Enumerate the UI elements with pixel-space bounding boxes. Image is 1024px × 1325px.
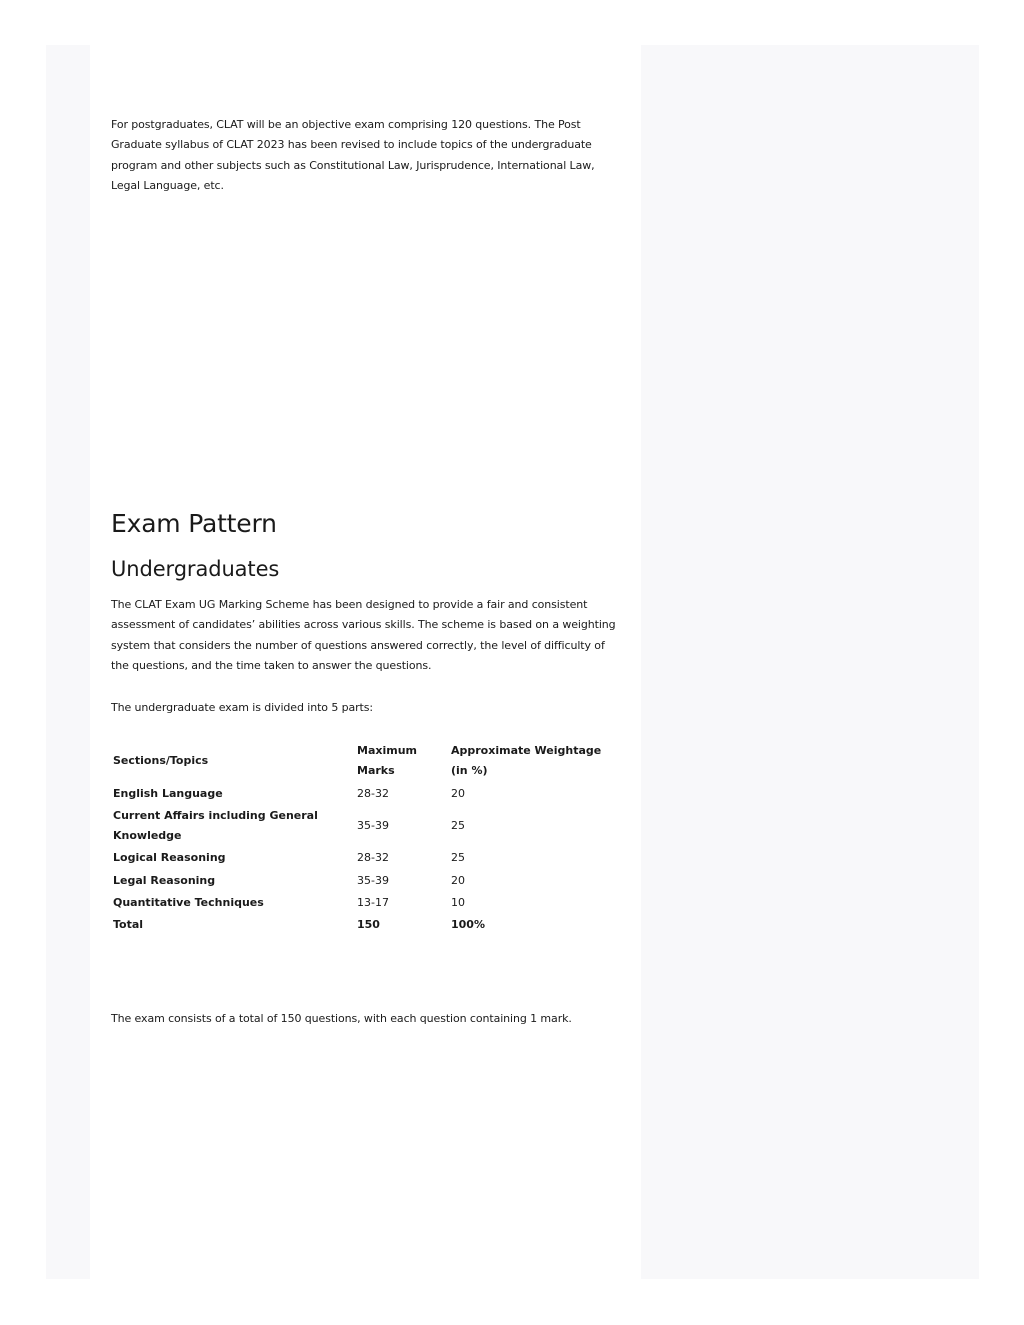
topic-cell: Legal Reasoning <box>113 873 216 887</box>
total-questions-paragraph: The exam consists of a total of 150 questions, with each question containing 1 mark. <box>111 1012 572 1025</box>
table-row <box>111 892 623 914</box>
header-sections-topics: Sections/Topics <box>113 754 209 768</box>
header-weightage: Approximate Weightage (in %) <box>451 744 602 778</box>
marks-cell: 13-17 <box>357 896 389 910</box>
right-sidebar <box>641 45 979 1279</box>
marking-scheme-paragraph: The CLAT Exam UG Marking Scheme has been designed to provide a fair and consistent assessment of candidates’ abilities across various skills. The scheme is based on a weighting system that considers the number of questions answered correctly, the level of difficulty of the questions, and the time taken to answer the questions. <box>111 598 616 672</box>
marks-cell: 35-39 <box>357 873 389 887</box>
marks-cell: 28-32 <box>357 786 389 800</box>
weightage-cell: 25 <box>451 851 465 865</box>
header-maximum-marks: Maximum Marks <box>357 744 417 778</box>
subheading-undergraduates: Undergraduates <box>111 557 280 581</box>
marks-cell: 35-39 <box>357 819 389 833</box>
topic-cell: Logical Reasoning <box>113 851 226 865</box>
section-heading-exam-pattern: Exam Pattern <box>111 509 277 538</box>
table-total-row <box>111 914 623 936</box>
marks-table <box>111 740 623 937</box>
marks-cell: 28-32 <box>357 851 389 865</box>
exam-parts-paragraph: The undergraduate exam is divided into 5 parts: <box>111 701 374 714</box>
topic-cell: Current Affairs including General Knowledge <box>113 808 318 843</box>
table-row <box>111 805 623 848</box>
intro-paragraph: For postgraduates, CLAT will be an objective exam comprising 120 questions. The Post Graduate syllabus of CLAT 2023 has been revised to include topics of the undergraduate program and other subjects such as Constitutional Law, Jurisprudence, International Law, Legal Language, etc. <box>111 118 595 192</box>
table-row <box>111 783 623 805</box>
topic-cell: English Language <box>113 786 223 800</box>
table-row <box>111 870 623 892</box>
weightage-cell: 25 <box>451 819 465 833</box>
weightage-cell: 20 <box>451 786 465 800</box>
total-marks-cell: 150 <box>357 918 380 932</box>
total-label-cell: Total <box>113 918 144 932</box>
table-header-row <box>111 740 623 783</box>
topic-cell: Quantitative Techniques <box>113 896 264 910</box>
table-row <box>111 847 623 869</box>
weightage-cell: 20 <box>451 873 465 887</box>
total-weightage-cell: 100% <box>451 918 485 932</box>
weightage-cell: 10 <box>451 896 465 910</box>
left-gutter <box>46 45 90 1279</box>
